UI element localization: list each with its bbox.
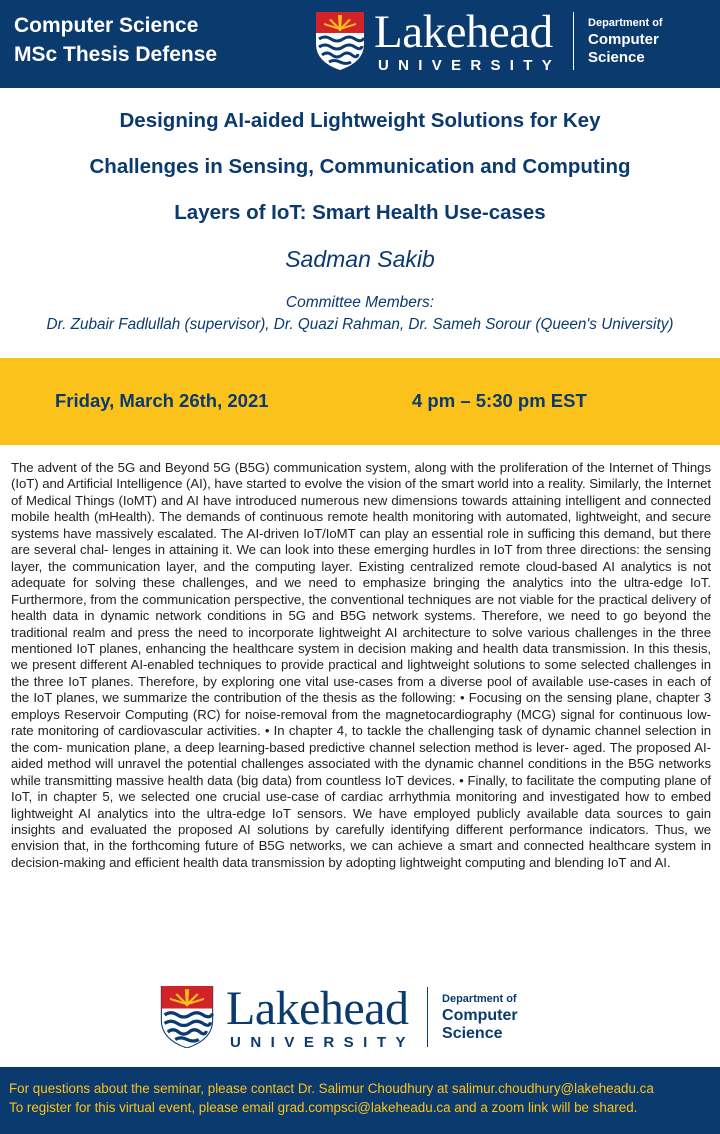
event-type-line1: Computer Science [14, 14, 199, 37]
shield-icon [316, 12, 364, 70]
logo-wordmark [226, 981, 416, 1051]
event-date: Friday, March 26th, 2021 [55, 390, 269, 411]
contact-questions-text: For questions about the seminar, please contact Dr. Salimur Choudhury at salimur.choudhury@lakeheadu.ca [9, 1081, 654, 1096]
presenter-name: Sadman Sakib [285, 246, 435, 272]
logo-department [588, 15, 663, 67]
schedule-bar [0, 358, 720, 445]
event-time: 4 pm – 5:30 pm EST [412, 390, 587, 411]
header-university-logo [316, 6, 663, 74]
logo-name: Lakehead [226, 981, 409, 1035]
thesis-title-line2: Challenges in Sensing, Communication and Computing [89, 155, 631, 178]
shield-icon [160, 986, 214, 1048]
thesis-title-line1: Designing AI-aided Lightweight Solutions for Key [119, 109, 601, 132]
logo-department [442, 991, 518, 1043]
event-type-line2: MSc Thesis Defense [14, 43, 218, 66]
committee-label: Committee Members: [285, 294, 435, 311]
logo-wordmark [374, 6, 562, 74]
thesis-title-line3: Layers of IoT: Smart Health Use-cases [174, 201, 546, 224]
footer-university-logo [160, 981, 518, 1051]
logo-dept-line1: Department of [442, 993, 517, 1005]
thesis-title [0, 98, 720, 236]
event-type [14, 11, 217, 69]
logo-subtitle: UNIVERSITY [378, 57, 562, 74]
logo-dept-line2: Computer [442, 1007, 518, 1024]
logo-dept-line1: Department of [588, 17, 663, 29]
logo-name: Lakehead [374, 6, 553, 58]
logo-dept-line3: Science [588, 49, 645, 66]
contact-bar [0, 1067, 720, 1134]
header-banner [0, 0, 720, 88]
logo-divider [573, 12, 574, 70]
abstract-text: The advent of the 5G and Beyond 5G (B5G) communication system, along with the proliferation of the Internet of Things (IoT) and Artificial Intelligence (AI), have started to evolve the vision of the smart world into a reality. Similarly, the Internet of Medical Things (IoMT) and AI have introduced numerous new dimensions towards attaining intelligent and connected mobile health (mHealth). The demands of continuous remote health monitoring with automated, lightweight, and secure systems have massively escalated. The AI-driven IoT/IoMT can play an essential role in sufficing this demand, but there are several chal- lenges in attaining it. We can look into these emerging hurdles in IoT from three directions: the sensing layer, the communication layer, and the computing layer. Existing centralized remote cloud-based AI analytics is not adequate for solving these challenges, and we need to emphasize bringing the analytics into the ultra-edge IoT. Furthermore, from the communication perspective, the conventional techniques are not viable for the practical delivery of health data in dynamic network conditions in 5G and B5G network systems. Therefore, we need to go beyond the traditional realm and press the need to incorporate lightweight AI architecture to solve various challenges in the three mentioned IoT planes, enhancing the healthcare system in decision making and health data transmission. In this thesis, we present different AI-enabled techniques to provide practical and lightweight solutions to some selected challenges in the three IoT planes. Therefore, by exploring one vital use-cases from a diverse pool of available use-cases in each of the IoT planes, we summarize the contribution of the thesis as the following: • Focusing on the sensing plane, chapter 3 employs Reservoir Computing (RC) for noise-removal from the magnetocardiography (MCG) signal for continuous low-rate monitoring of cardiovascular activities. • In chapter 4, to tackle the challenging task of dynamic channel selection in the com- munication plane, a deep learning-based predictive channel selection method is lever- aged. The proposed AI-aided method will unravel the potential challenges associated with the dynamic channel conditions in the B5G networks while transmitting massive health data (big data) from countless IoT devices. • Finally, to facilitate the computing plane of IoT, in chapter 5, we selected one crucial use-case of cardiac arrhythmia monitoring and investigated how to embed lightweight AI analytics into the ultra-edge IoT sensors. We have employed publicly available data sources to gain insights and evaluated the proposed AI solutions by carefully identifying different performance indicators. Thus, we envision that, in the forthcoming future of B5G networks, we can achieve a smart and connected healthcare system in decision-making and efficient health data transmission by adopting lightweight computing and blending IoT and AI. [11, 460, 711, 870]
logo-dept-line3: Science [442, 1025, 503, 1042]
committee-members: Dr. Zubair Fadlullah (supervisor), Dr. Quazi Rahman, Dr. Sameh Sorour (Queen's University) [46, 316, 674, 333]
logo-subtitle: UNIVERSITY [230, 1033, 416, 1051]
logo-dept-line2: Computer [588, 31, 659, 48]
logo-divider [427, 987, 428, 1047]
contact-register-text: To register for this virtual event, please email grad.compsci@lakeheadu.ca and a zoom link will be shared. [9, 1100, 638, 1115]
